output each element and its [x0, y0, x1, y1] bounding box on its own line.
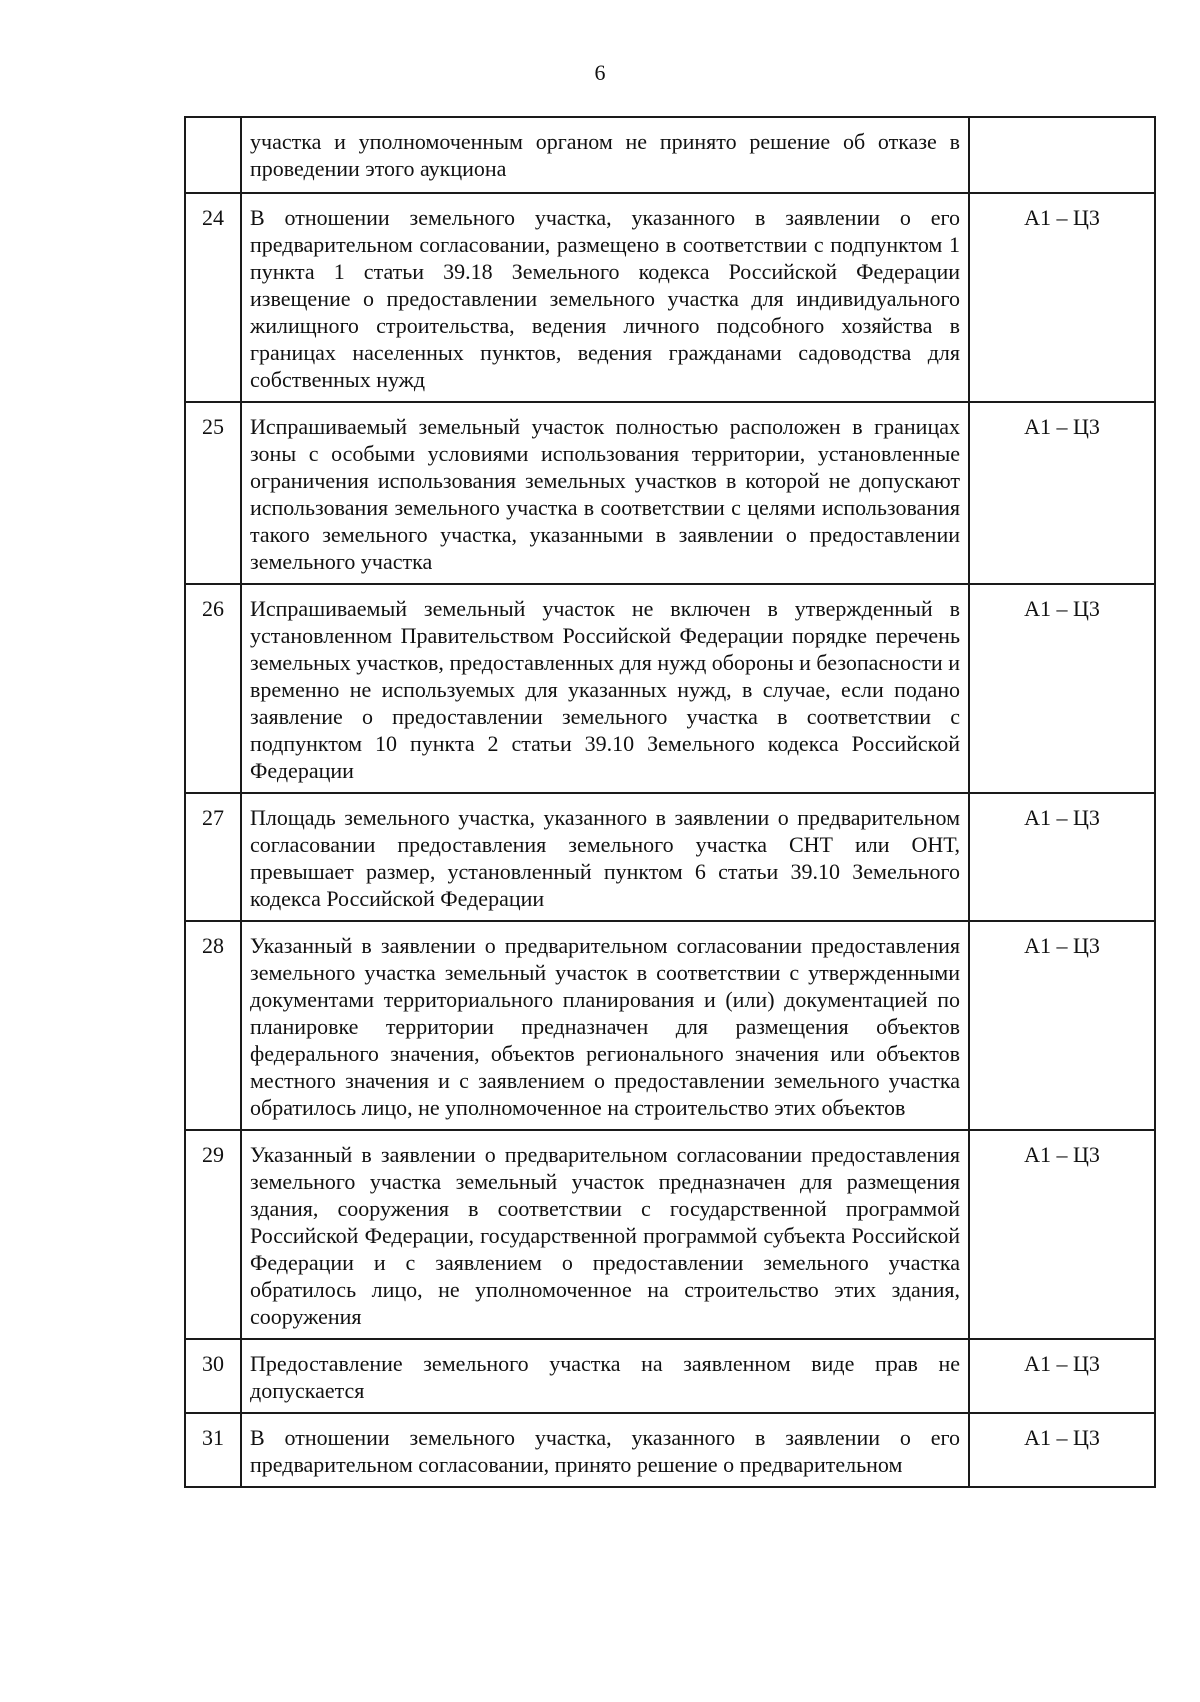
- row-number: 29: [185, 1130, 241, 1339]
- table-row: [185, 793, 1155, 921]
- row-number: 30: [185, 1339, 241, 1413]
- row-number: 25: [185, 402, 241, 584]
- row-number: 31: [185, 1413, 241, 1487]
- row-number: 28: [185, 921, 241, 1130]
- table-row: [185, 117, 1155, 193]
- table-row: [185, 1130, 1155, 1339]
- row-number: 24: [185, 193, 241, 402]
- row-text: В отношении земельного участка, указанного в заявлении о его предварительном согласовании, принято решение о предварительном: [241, 1413, 969, 1487]
- table-row: [185, 1339, 1155, 1413]
- row-text: Площадь земельного участка, указанного в заявлении о предварительном согласовании предоставления земельного участка СНТ или ОНТ, превышает размер, установленный пунктом 6 статьи 39.10 Земельного кодекса Российской Федерации: [241, 793, 969, 921]
- row-text: Предоставление земельного участка на заявленном виде прав не допускается: [241, 1339, 969, 1413]
- row-code: А1 – Ц3: [969, 1339, 1155, 1413]
- row-number: 27: [185, 793, 241, 921]
- row-text: участка и уполномоченным органом не принято решение об отказе в проведении этого аукциона: [241, 117, 969, 193]
- row-text: В отношении земельного участка, указанного в заявлении о его предварительном согласовании, размещено в соответствии с подпунктом 1 пункта 1 статьи 39.18 Земельного кодекса Российской Федерации извещение о предоставлении земельного участка для индивидуального жилищного строительства, ведения личного подсобного хозяйства в границах населенных пунктов, ведения гражданами садоводства для собственных нужд: [241, 193, 969, 402]
- row-code: А1 – Ц3: [969, 1413, 1155, 1487]
- table-body: [185, 117, 1155, 1487]
- row-code: [969, 117, 1155, 193]
- row-text: Испрашиваемый земельный участок не включен в утвержденный в установленном Правительством Российской Федерации порядке перечень земельных участков, предоставленных для нужд обороны и безопасности и временно не используемых для указанных нужд, в случае, если подано заявление о предоставлении земельного участка в соответствии с подпунктом 10 пункта 2 статьи 39.10 Земельного кодекса Российской Федерации: [241, 584, 969, 793]
- row-text: Испрашиваемый земельный участок полностью расположен в границах зоны с особыми условиями использования территории, установленные ограничения использования земельных участков в которой не допускают использования земельного участка в соответствии с целями использования такого земельного участка, указанными в заявлении о предоставлении земельного участка: [241, 402, 969, 584]
- grounds-table: [184, 116, 1156, 1488]
- row-code: А1 – Ц3: [969, 921, 1155, 1130]
- table-row: [185, 584, 1155, 793]
- row-code: А1 – Ц3: [969, 402, 1155, 584]
- row-code: А1 – Ц3: [969, 1130, 1155, 1339]
- row-text: Указанный в заявлении о предварительном согласовании предоставления земельного участка земельный участок предназначен для размещения здания, сооружения в соответствии с государственной программой Российской Федерации, государственной программой субъекта Российской Федерации и с заявлением о предоставлении земельного участка обратилось лицо, не уполномоченное на строительство этих здания, сооружения: [241, 1130, 969, 1339]
- row-text: Указанный в заявлении о предварительном согласовании предоставления земельного участка земельный участок в соответствии с утвержденными документами территориального планирования и (или) документацией по планировке территории предназначен для размещения объектов федерального значения, объектов регионального значения или объектов местного значения и с заявлением о предоставлении земельного участка обратилось лицо, не уполномоченное на строительство этих объектов: [241, 921, 969, 1130]
- table-row: [185, 193, 1155, 402]
- page-number: 6: [594, 60, 606, 85]
- table-row: [185, 1413, 1155, 1487]
- row-code: А1 – Ц3: [969, 193, 1155, 402]
- row-code: А1 – Ц3: [969, 793, 1155, 921]
- row-number: 26: [185, 584, 241, 793]
- row-number: [185, 117, 241, 193]
- table-row: [185, 402, 1155, 584]
- table-row: [185, 921, 1155, 1130]
- row-code: А1 – Ц3: [969, 584, 1155, 793]
